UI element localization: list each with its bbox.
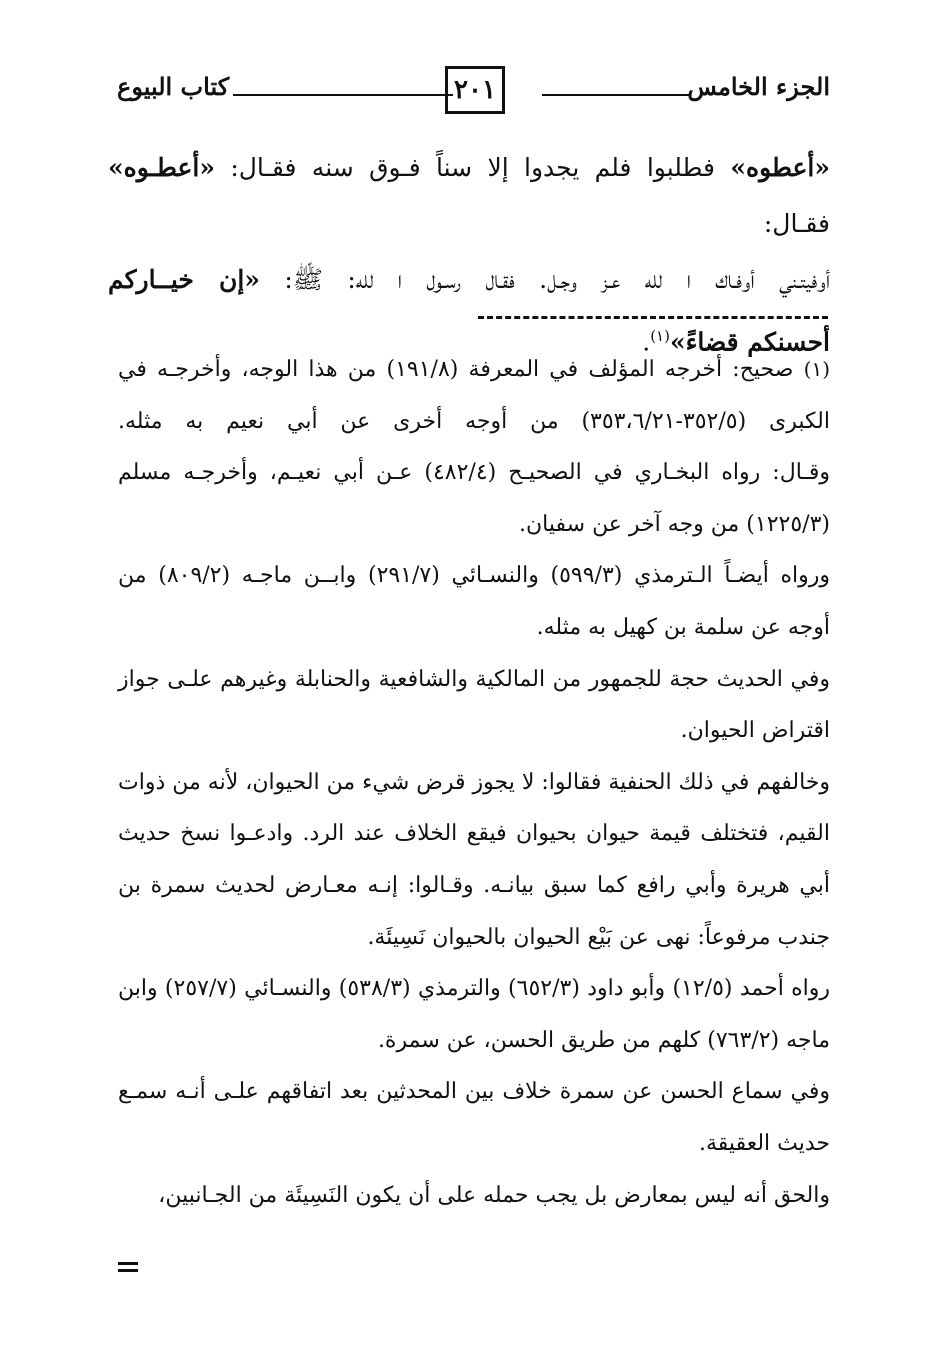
volume-title: الجزء الخامس xyxy=(687,72,830,101)
footnote-paragraph: وقـال: رواه البخـاري في الصحيـح (٤٨٢/٤) عـن أبي نعيـم، وأخرجـه مسلم (١٢٢٥/٣) من وجه آخر عن سفيان. xyxy=(118,460,830,537)
quote-bold: «أعطـوه» xyxy=(108,153,215,182)
footnote-number: (١) xyxy=(803,357,831,381)
header-rule-left xyxy=(233,94,453,96)
book-title: كتاب البيوع xyxy=(117,72,230,101)
main-line-1 xyxy=(108,140,830,252)
footnote-ref: (١) xyxy=(650,327,670,345)
main-text-span: فقـال: xyxy=(763,209,830,238)
footnote-paragraph: وفي سماع الحسن عن سمرة خلاف بين المحدثين بعد اتفاقهم علـى أنـه سمـع حديث العقيقة. xyxy=(118,1079,830,1156)
footnote-paragraph: رواه أحمد (١٢/٥) وأبو داود (٦٥٢/٣) والترمذي (٥٣٨/٣) والنسـائي (٢٥٧/٧) وابن ماجه (٧٦٣/٢) كلهم من طريق الحسن، عن سمرة. xyxy=(118,976,831,1053)
page-number: ٢٠١ xyxy=(445,66,505,114)
footnote-paragraph: وخالفهم في ذلك الحنفية فقالوا: لا يجوز قرض شيء من الحيوان، لأنه من ذوات القيم، فتختلف قيمة حيوان بحيوان فيقع الخلاف عند الرد. وادعـوا نسخ حديث أبي هريرة وأبي رافع كما سبق بيانـه. وقـالوا: إنـه معـارض لحديث سمرة بن جندب مرفوعاً: نهى عن بَيْع الحيوان بالحيوان نَسِيئَة. xyxy=(118,769,830,950)
main-text xyxy=(108,140,830,370)
quote-bold: «أعطوه» xyxy=(730,153,830,182)
quote-bold: أحسنكم قضاءً» xyxy=(669,327,830,357)
page-header xyxy=(105,66,830,122)
footnote-paragraph: ورواه أيضـاً الـترمذي (٥٩٩/٣) والنسـائي (٢٩١/٧) وابــن ماجـه (٨٠٩/٢) من أوجه عن سلمة بن كهيل به مثله. xyxy=(118,563,831,640)
header-rule-right xyxy=(542,94,690,96)
footnote-paragraph: وفي الحديث حجة للجمهور من المالكية والشافعية والحنابلة وغيرهم علـى جواز اقتراض الحيوان. xyxy=(118,666,830,744)
quote-bold: «إن خيــاركم xyxy=(108,265,260,294)
main-line-2 xyxy=(108,252,830,308)
footnote-separator xyxy=(478,316,828,319)
footnote-text: صحيح: أخرجه المؤلف في المعرفة (١٩١/٨) من هذا الوجه، وأخرجـه في الكبرى (٣٥٢/٥-٣٥٣،٦/٢١) من أوجه أخرى عن أبي نعيم به مثله. xyxy=(118,357,830,434)
footnote-paragraph xyxy=(118,344,830,447)
main-text-span: أوفيتـني أوفـاك ا لله عـز وجـل. فقـال رسـول ا لله: ﷺ: xyxy=(259,265,830,294)
main-text-span: فطلبوا فلم يجدوا إلا سناً فـوق سنه فقـال: xyxy=(214,153,731,182)
main-text-span: . xyxy=(642,327,651,357)
footnote-paragraph: والحق أنه ليس بمعارض بل يجب حمله على أن يكون النَسِيئَة من الجـانبين، xyxy=(158,1182,830,1208)
footnotes xyxy=(118,344,830,1221)
continuation-mark xyxy=(118,1262,138,1276)
